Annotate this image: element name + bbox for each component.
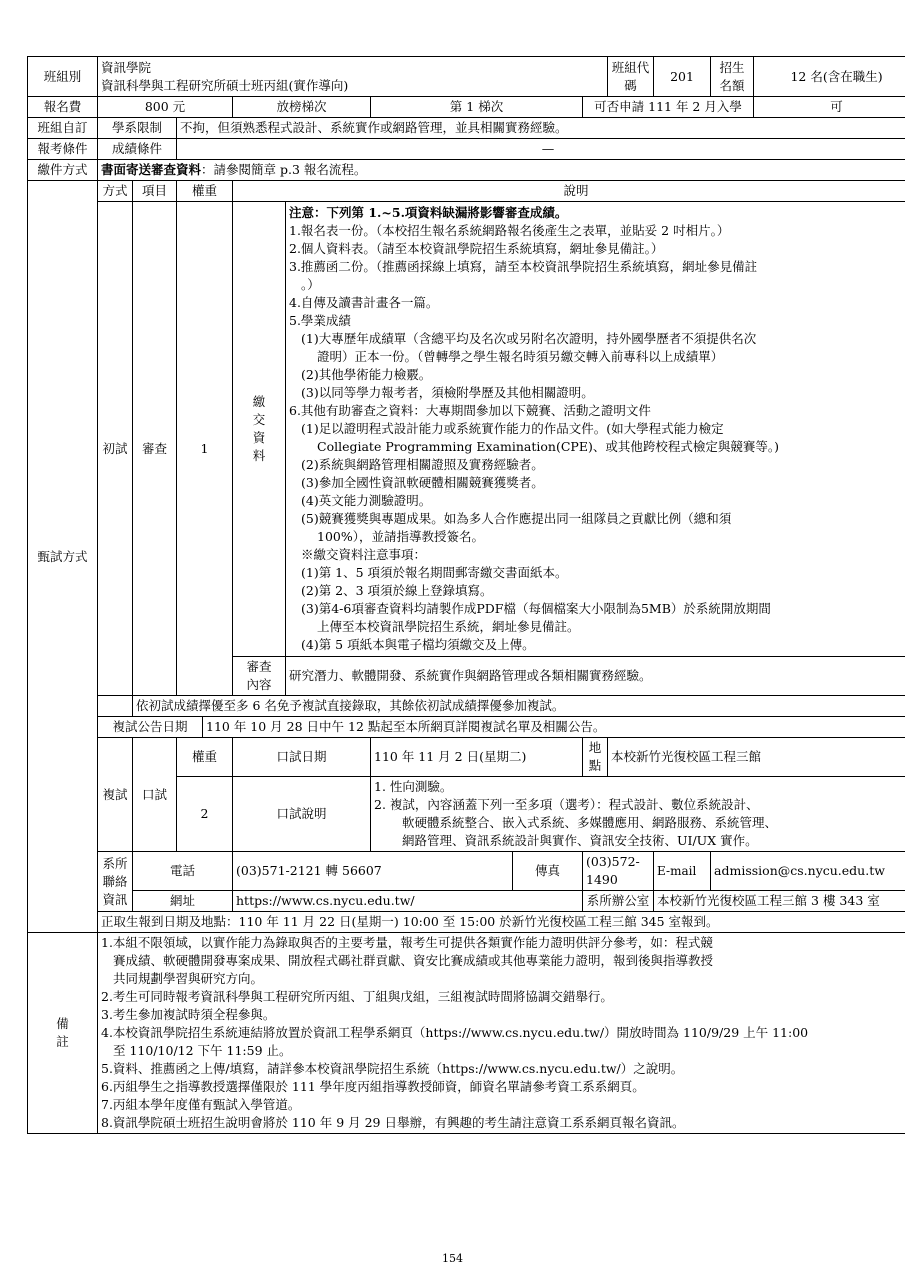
- list-item: 5.資料、推薦函之上傳/填寫，請詳參本校資訊學院招生系統（https://www.cs.nycu.edu.tw/）之說明。: [101, 1061, 684, 1076]
- quota-value: 12 名(含在職生): [754, 57, 905, 97]
- exam-label: 甄試方式: [28, 181, 98, 933]
- promotion-row: [28, 696, 905, 717]
- exam-h-item: 項目: [133, 181, 177, 202]
- fee-row: [28, 97, 905, 118]
- list-item: 100%），並請指導教授簽名。: [317, 529, 484, 544]
- list-item: (2)第 2、3 項須於線上登錄填寫。: [301, 583, 493, 598]
- code-label: 班組代碼: [608, 57, 654, 97]
- place-label: 地點: [583, 738, 608, 777]
- submission-label: 繳件方式: [28, 160, 98, 181]
- announce-row: [28, 717, 905, 738]
- submission-value: [98, 160, 905, 181]
- stage1-docs-row: [28, 202, 905, 657]
- web-link[interactable]: https://www.cs.nycu.edu.tw/: [233, 891, 583, 912]
- program-name: 資訊科學與工程研究所碩士班丙組(實作導向): [101, 77, 349, 93]
- office-value: 本校新竹光復校區工程三館 3 樓 343 室: [654, 891, 905, 912]
- list-item: (1)大專歷年成績單（含總平均及名次或另附名次證明，持外國學歷者不須提供名次: [301, 331, 757, 346]
- list-item: (2)系統與網路管理相關證照及實務經驗者。: [301, 457, 544, 472]
- quota-label: 招生名額: [711, 57, 754, 97]
- fee-label: 報名費: [28, 97, 98, 118]
- web-label: 網址: [133, 891, 233, 912]
- contact-row-1: [28, 852, 905, 891]
- exam-h-desc: 說明: [233, 181, 905, 202]
- program-cell: [98, 57, 608, 97]
- oral-desc-line: 網路管理、資訊系統設計與實作、資訊安全技術、UI/UX 實作。: [402, 833, 758, 848]
- exam-header-row: [28, 181, 905, 202]
- early-label: 可否申請 111 年 2 月入學: [583, 97, 754, 118]
- dept-label: 學系限制: [98, 118, 177, 139]
- stage2-item: 口試: [133, 738, 177, 852]
- stage2-label: 複試: [98, 738, 133, 852]
- list-item: (4)第 5 項紙本與電子檔均須繳交及上傳。: [301, 637, 535, 652]
- stage1-item: 審查: [133, 202, 177, 696]
- college-name: 資訊學院: [101, 59, 152, 75]
- review-sub-label: 審查 內容: [233, 657, 286, 696]
- promotion-text: 依初試成績擇優至多 6 名免予複試直接錄取，其餘依初試成績擇優參加複試。: [133, 696, 905, 717]
- list-item: 8.資訊學院碩士班招生說明會將於 110 年 9 月 29 日舉辦，有興趣的考生請注意資工系系網頁報名資訊。: [101, 1115, 685, 1130]
- list-item: 7.丙組本學年度僅有甄試入學管道。: [101, 1097, 301, 1112]
- list-item: 4.自傳及讀書計畫各一篇。: [289, 295, 439, 310]
- announce-value: 110 年 10 月 28 日中午 12 點起至本所網頁詳閱複試名單及相關公告。: [203, 717, 905, 738]
- notes-list: [101, 934, 905, 1132]
- docs-list: [289, 222, 905, 654]
- code-value: 201: [654, 57, 711, 97]
- list-item: 2.考生可同時報考資訊科學與工程研究所丙組、丁組與戊組，三組複試時間將協調交錯舉行。: [101, 989, 613, 1004]
- list-item: 2.個人資料表。（請至本校資訊學院招生系統填寫，網址參見備註。）: [289, 241, 664, 256]
- oral-date-label: 口試日期: [233, 738, 371, 777]
- req-label-1: 班組自訂: [28, 118, 98, 139]
- notes-label: 備註: [28, 933, 98, 1134]
- oral-weight: 2: [177, 777, 233, 852]
- list-item: Collegiate Programming Examination(CPE)、或其他跨校程式檢定與競賽等。): [317, 439, 779, 454]
- list-item: (1)足以證明程式設計能力或系統實作能力的作品文件。(如大學程式能力檢定: [301, 421, 724, 436]
- fee-value: 800 元: [98, 97, 233, 118]
- report-text: 正取生報到日期及地點：110 年 11 月 22 日(星期一) 10:00 至 15:00 於新竹光復校區工程三館 345 室報到。: [98, 912, 905, 933]
- fax-label: 傳真: [513, 852, 583, 891]
- list-item: 3.推薦函二份。（推薦函採線上填寫，請至本校資訊學院招生系統填寫，網址參見備註: [289, 259, 758, 274]
- oral-desc-label: 口試說明: [233, 777, 371, 852]
- batch-label: 放榜梯次: [233, 97, 371, 118]
- list-item: 證明）正本一份。（曾轉學之學生報名時須另繳交轉入前專科以上成績單）: [317, 349, 724, 364]
- oral-weight-header: 權重: [177, 738, 233, 777]
- oral-desc-line: 軟硬體系統整合、嵌入式系統、多媒體應用、網路服務、系統管理、: [402, 815, 778, 830]
- list-item: (3)第4-6項審查資料均請製作成PDF檔（每個檔案大小限制為5MB）於系統開放期間: [301, 601, 771, 616]
- docs-notice: 注意：下列第 1.~5.項資料缺漏將影響審查成績。: [289, 205, 568, 220]
- report-row: [28, 912, 905, 933]
- oral-date-value: 110 年 11 月 2 日(星期二): [371, 738, 583, 777]
- oral-date-row: [28, 738, 905, 777]
- batch-value: 第 1 梯次: [371, 97, 583, 118]
- page-number: 154: [442, 1252, 463, 1265]
- early-value: 可: [754, 97, 905, 118]
- score-row: [28, 139, 905, 160]
- score-label: 成績條件: [98, 139, 177, 160]
- list-item: 。）: [301, 277, 320, 292]
- table: [27, 56, 905, 1134]
- list-item: (3)以同等學力報考者，須檢附學歷及其他相關證明。: [301, 385, 594, 400]
- list-item: (1)第 1、5 項須於報名期間郵寄繳交書面紙本。: [301, 565, 568, 580]
- exam-h-weight: 權重: [177, 181, 233, 202]
- contact-label: 系所 聯絡資訊: [98, 852, 133, 912]
- dept-value: 不拘，但須熟悉程式設計、系統實作或網路管理，並具相關實務經驗。: [177, 118, 905, 139]
- docs-sub-label: 繳交資料: [233, 202, 286, 657]
- phone-value: (03)571-2121 轉 56607: [233, 852, 513, 891]
- header-row: [28, 57, 905, 97]
- oral-desc-line: 1. 性向測驗。: [374, 779, 453, 794]
- notes-content: [98, 933, 905, 1134]
- list-item: (2)其他學術能力檢覈。: [301, 367, 432, 382]
- score-value: —: [177, 139, 905, 160]
- office-label: 系所辦公室: [583, 891, 654, 912]
- list-item: 6.丙組學生之指導教授選擇僅限於 111 學年度丙組指導教授師資，師資名單請參考資工系系網頁。: [101, 1079, 645, 1094]
- list-item: (3)參加全國性資訊軟硬體相關競賽獲獎者。: [301, 475, 544, 490]
- phone-label: 電話: [133, 852, 233, 891]
- list-item: 6.其他有助審查之資料：大專期間參加以下競賽、活動之證明文件: [289, 403, 651, 418]
- contact-row-2: [28, 891, 905, 912]
- list-item: 1.本組不限領域，以實作能力為錄取與否的主要考量，報考生可提供各類實作能力證明供評分參考，如：程式競: [101, 935, 713, 950]
- email-link[interactable]: admission@cs.nycu.edu.tw: [711, 852, 905, 891]
- fax-value: (03)572-1490: [583, 852, 654, 891]
- announce-label: 複試公告日期: [98, 717, 203, 738]
- list-item: 5.學業成績: [289, 313, 351, 328]
- list-item: (5)競賽獲獎與專題成果。如為多人合作應提出同一組隊員之貢獻比例（總和須: [301, 511, 732, 526]
- list-item: (4)英文能力測驗證明。: [301, 493, 432, 508]
- requirement-row: [28, 118, 905, 139]
- submission-row: [28, 160, 905, 181]
- list-item: 至 110/10/12 下午 11:59 止。: [113, 1043, 292, 1058]
- review-content: 研究潛力、軟體開發、系統實作與網路管理或各類相關實務經驗。: [286, 657, 905, 696]
- list-item: 4.本校資訊學院招生系統連結將放置於資訊工程學系網頁（https://www.cs.nycu.edu.tw/）開放時間為 110/9/29 上午 11:00: [101, 1025, 809, 1040]
- admission-table: [27, 56, 885, 1134]
- req-label-2: 報考條件: [28, 139, 98, 160]
- stage1-weight: 1: [177, 202, 233, 696]
- oral-desc: [371, 777, 905, 852]
- list-item: 1.報名表一份。（本校招生報名系統網路報名後產生之表單，並貼妥 2 吋相片。）: [289, 223, 730, 238]
- list-item: 上傳至本校資訊學院招生系統，網址參見備註。: [317, 619, 580, 634]
- group-label: 班組別: [28, 57, 98, 97]
- notes-row: [28, 933, 905, 1134]
- oral-desc-line: 2. 複試，內容涵蓋下列一至多項（選考）：程式設計、數位系統設計、: [374, 797, 759, 812]
- submission-bold: 書面寄送審查資料: [101, 162, 202, 177]
- exam-h-method: 方式: [98, 181, 133, 202]
- list-item: 賽成績、軟硬體開發專案成果、開放程式碼社群貢獻、資安比賽成績或其他專業能力證明，報到後與指導教授: [113, 953, 714, 968]
- list-item: ※繳交資料注意事項：: [301, 547, 427, 562]
- list-item: 共同規劃學習與研究方向。: [113, 971, 264, 986]
- docs-description: [286, 202, 905, 657]
- list-item: 3.考生參加複試時須全程參與。: [101, 1007, 276, 1022]
- email-label: E-mail: [654, 852, 711, 891]
- stage1-label: 初試: [98, 202, 133, 696]
- place-value: 本校新竹光復校區工程三館: [608, 738, 905, 777]
- submission-rest: ：請參閱簡章 p.3 報名流程。: [201, 162, 367, 177]
